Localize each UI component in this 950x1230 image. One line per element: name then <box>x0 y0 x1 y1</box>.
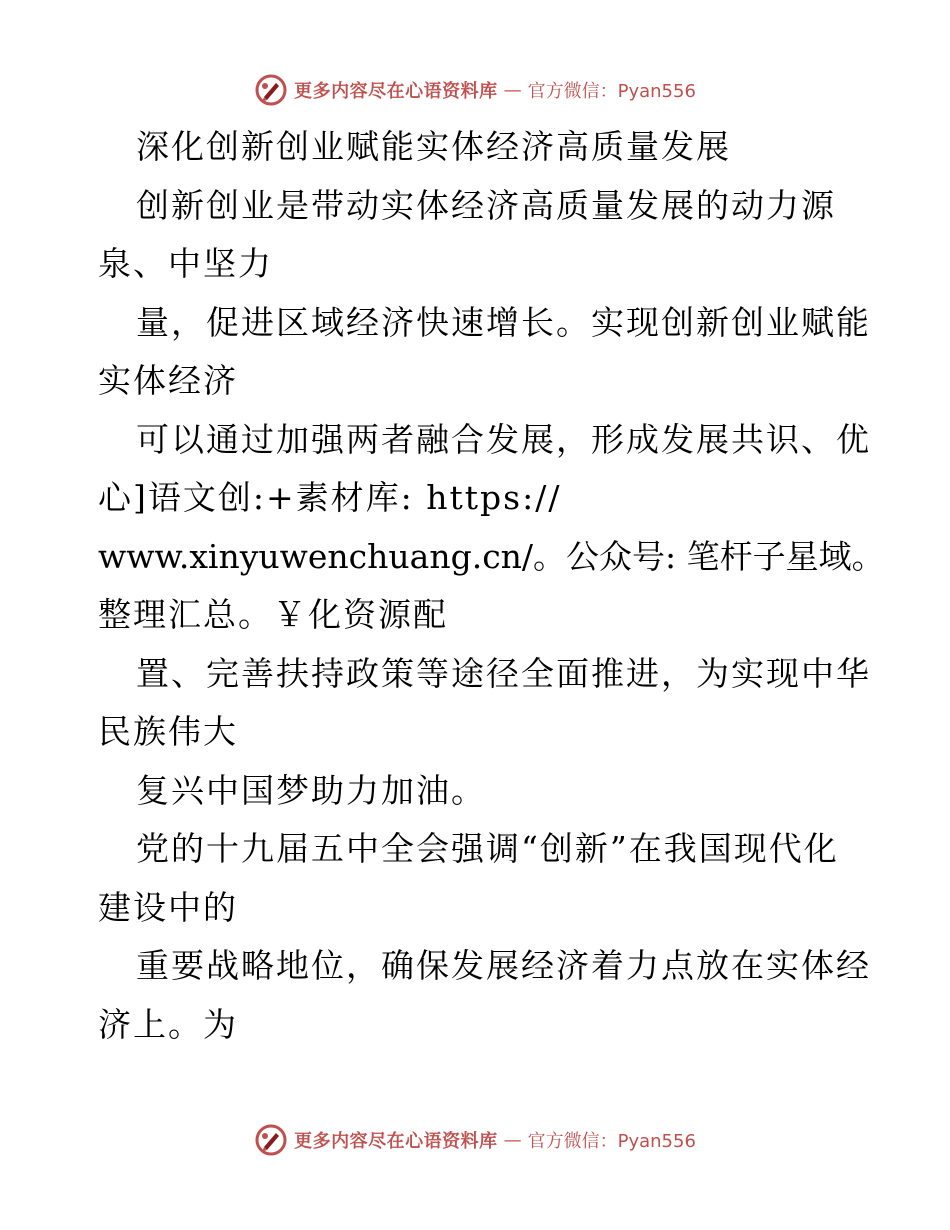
paragraph-line: 建设中的 <box>98 887 238 927</box>
banner-dash: — <box>503 79 522 101</box>
header-banner <box>0 70 950 110</box>
banner-dash: — <box>503 1129 522 1151</box>
paragraph-line: 实体经济 <box>98 361 238 400</box>
paragraph-line: 可以通过加强两者融合发展，形成发展共识、优 <box>136 419 871 459</box>
paragraph-line: 泉、中坚力 <box>98 244 273 283</box>
paragraph-line: 整理汇总。￥化资源配 <box>98 595 448 634</box>
paragraph-line: 民族伟大 <box>98 712 238 751</box>
paragraph-line: 心]语文创:+素材库: https:// <box>98 478 562 517</box>
paragraph-line: 重要战略地位，确保发展经济着力点放在实体经 <box>136 946 871 985</box>
pen-seal-logo-icon <box>254 73 288 107</box>
banner-contact: 官方微信：Pyan556 <box>527 81 696 102</box>
paragraph-line: 量，促进区域经济快速增长。实现创新创业赋能 <box>136 302 871 342</box>
pen-seal-logo-icon <box>254 1123 288 1157</box>
banner-title: 更多内容尽在心语资料库 <box>294 81 498 102</box>
paragraph-line: 济上。为 <box>98 1004 238 1044</box>
paragraph-line: www.xinyuwenchuang.cn/。公众号: 笔杆子星域。 <box>98 536 885 576</box>
paragraph-line: 复兴中国梦助力加油。 <box>136 770 486 810</box>
banner-title: 更多内容尽在心语资料库 <box>294 1131 498 1152</box>
paragraph-line: 置、完善扶持政策等途径全面推进，为实现中华 <box>136 653 871 693</box>
footer-banner <box>0 1120 950 1160</box>
document-title: 深化创新创业赋能实体经济高质量发展 <box>136 127 731 166</box>
paragraph-line: 党的十九届五中全会强调“创新”在我国现代化 <box>136 829 839 868</box>
document-body <box>98 118 885 1054</box>
banner-contact: 官方微信：Pyan556 <box>527 1131 696 1152</box>
paragraph-line: 创新创业是带动实体经济高质量发展的动力源 <box>136 185 836 225</box>
